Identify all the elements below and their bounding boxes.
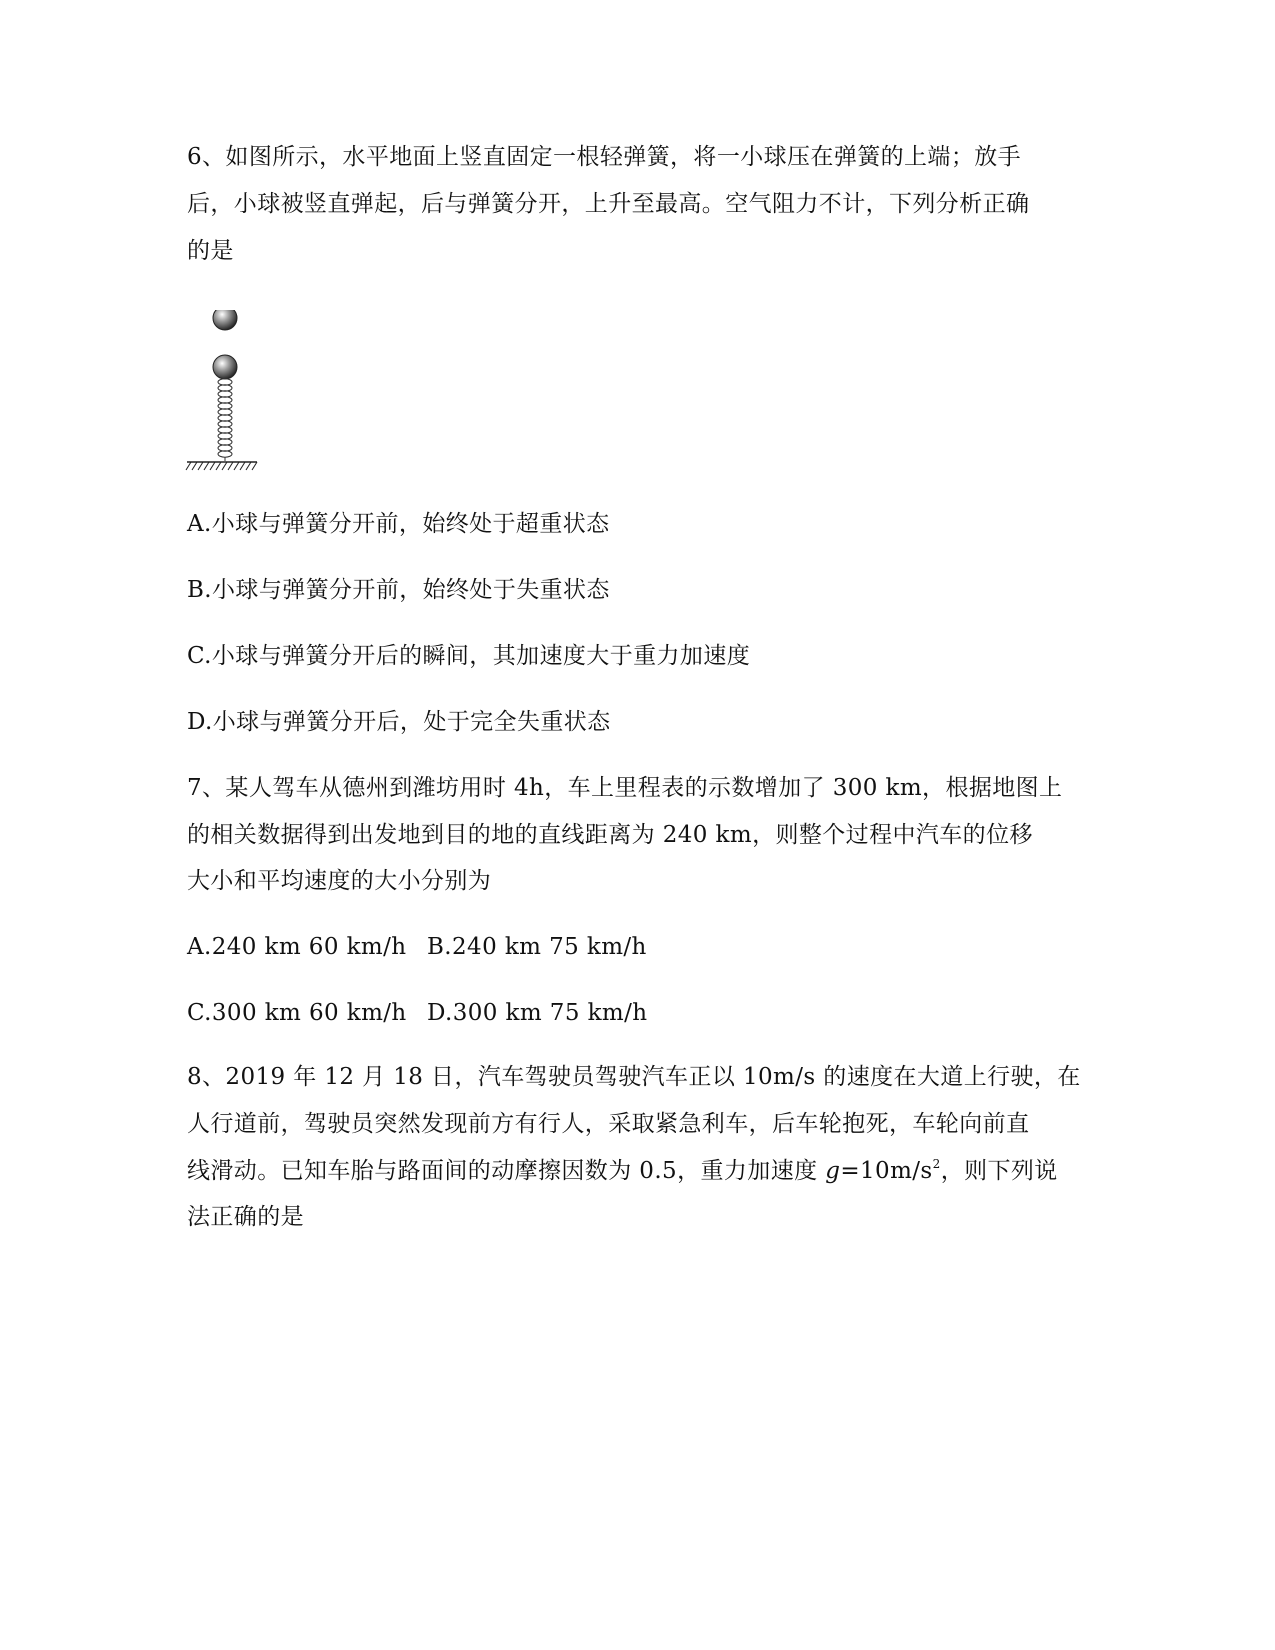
q8-line3-mid: =10m/s [840, 1158, 933, 1184]
q7-stem-line-1: 7、某人驾车从德州到潍坊用时 4h，车上里程表的示数增加了 300 km，根据地图上 [187, 775, 1063, 801]
q8-stem-line-2: 人行道前，驾驶员突然发现前方有行人，采取紧急利车，后车轮抱死，车轮向前直 [187, 1111, 1030, 1137]
q6-stem-line-1: 6、如图所示，水平地面上竖直固定一根轻弹簧，将一小球压在弹簧的上端；放手 [187, 144, 1022, 170]
q7-option-b: B.240 km 75 km/h [427, 934, 647, 960]
q8-line3-before: 线滑动。已知车胎与路面间的动摩擦因数为 0.5，重力加速度 [187, 1158, 826, 1184]
q8-stem-line-1: 8、2019 年 12 月 18 日，汽车驾驶员驾驶汽车正以 10m/s 的速度在大道上行驶，在 [187, 1064, 1081, 1090]
q6-option-d: D.小球与弹簧分开后，处于完全失重状态 [187, 709, 611, 735]
gravity-symbol: g [825, 1158, 841, 1184]
q8-stem-line-4: 法正确的是 [187, 1204, 304, 1230]
q6-option-a: A.小球与弹簧分开前，始终处于超重状态 [187, 511, 610, 537]
q7-option-a: A.240 km 60 km/h [187, 934, 407, 960]
q6-option-b: B.小球与弹簧分开前，始终处于失重状态 [187, 577, 610, 603]
q7-stem-line-2: 的相关数据得到出发地到目的地的直线距离为 240 km，则整个过程中汽车的位移 [187, 822, 1033, 848]
spring-ball-diagram [185, 310, 265, 495]
q7-option-c: C.300 km 60 km/h [187, 1000, 407, 1026]
q8-line3-sup: 2 [932, 1157, 941, 1171]
q6-stem-line-3: 的是 [187, 238, 234, 264]
spring-ball-icon [185, 310, 265, 495]
q8-line3-after: ，则下列说 [940, 1158, 1058, 1184]
q7-stem-line-3: 大小和平均速度的大小分别为 [187, 868, 492, 894]
q6-stem-line-2: 后，小球被竖直弹起，后与弹簧分开，上升至最高。空气阻力不计，下列分析正确 [187, 191, 1030, 217]
q8-stem-line-3 [187, 1155, 1058, 1187]
q7-option-d: D.300 km 75 km/h [427, 1000, 648, 1026]
q6-option-c: C.小球与弹簧分开后的瞬间，其加速度大于重力加速度 [187, 643, 751, 669]
